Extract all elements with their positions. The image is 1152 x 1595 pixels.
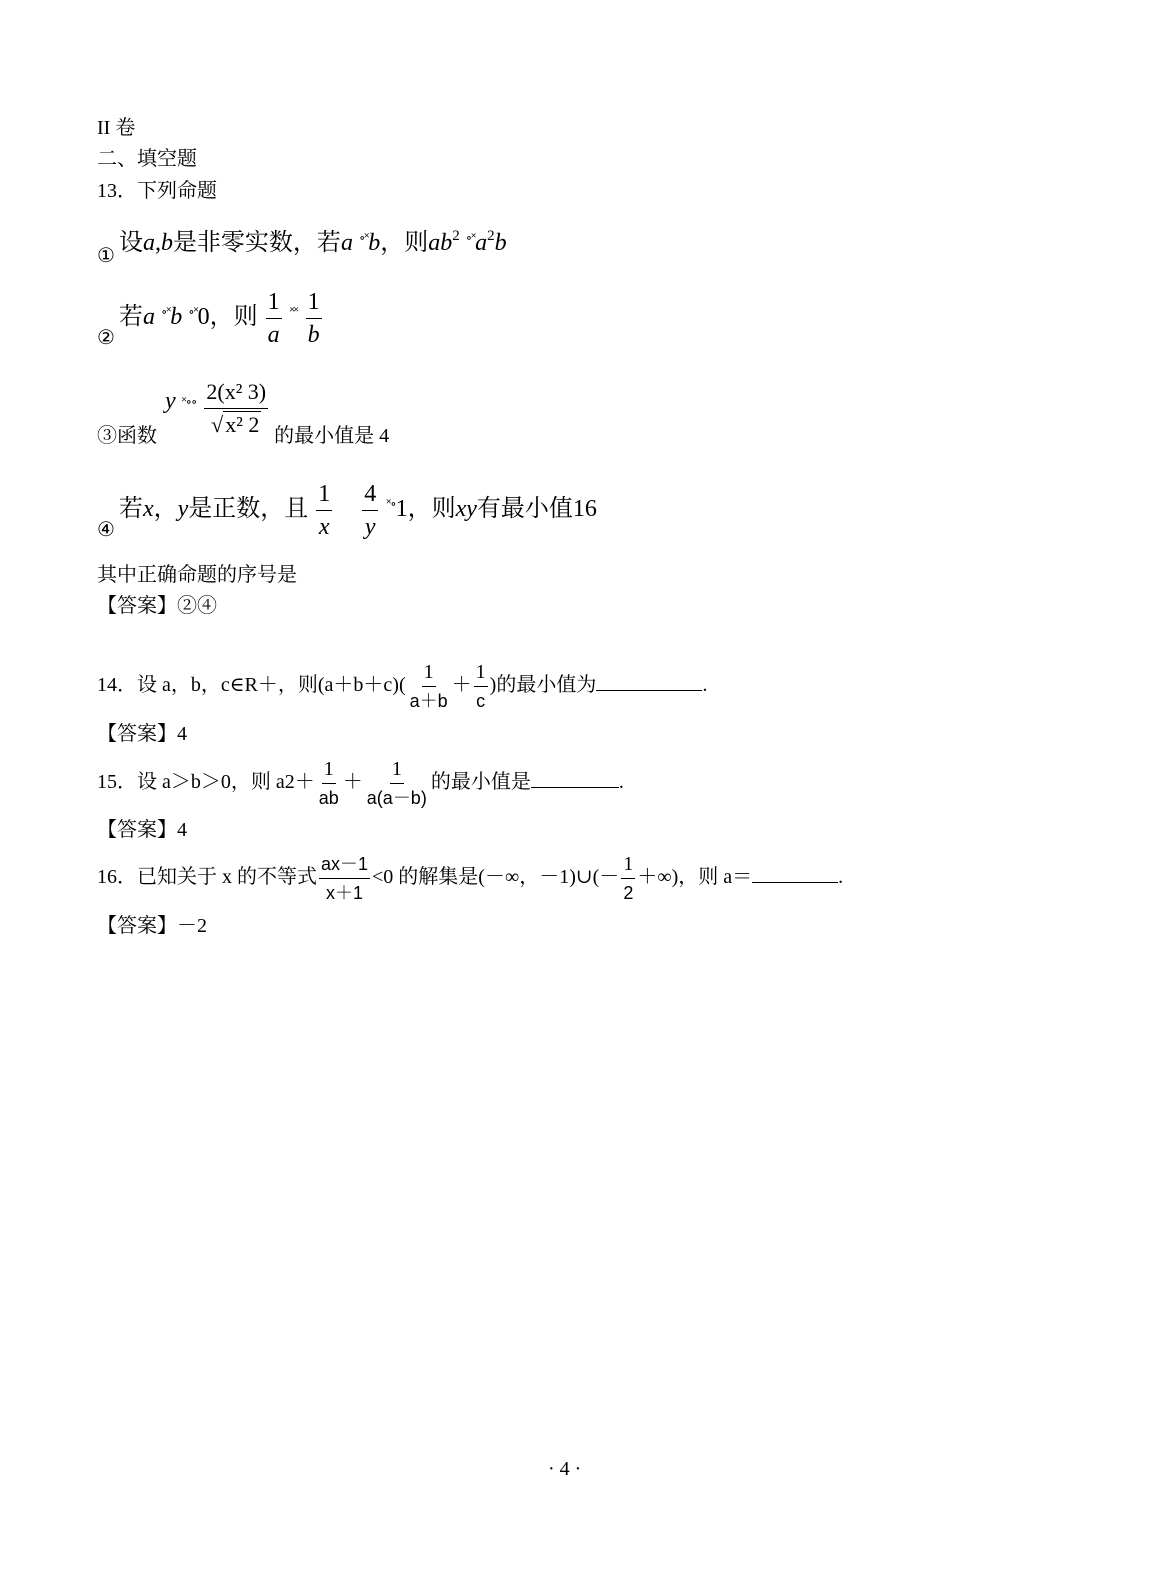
q16-line: 16．已知关于 x 的不等式 $\frac{ax-1}{x+1}$ <0 的解集是(－∞，－1)∪(－ $\frac{1}{2}$ ＋∞)，则 a＝ .: [97, 853, 844, 903]
item-marker: ③函数: [97, 425, 157, 448]
q13-item-1: [97, 222, 507, 267]
item-marker: ②: [97, 327, 115, 350]
fraction: $\frac{\text{2(x² 3)}}{\text{√x² 2}}$: [206, 379, 267, 437]
section-heading: 二、填空题: [97, 148, 197, 170]
q13-item-2: [97, 288, 324, 349]
fraction: $\frac{1}{ab}$: [318, 758, 339, 808]
fraction: $\frac{1}{x}$: [318, 481, 331, 540]
garbled-symbol: ∘˟: [465, 230, 476, 245]
page-number: · 4 ·: [548, 1458, 582, 1480]
fraction: $\frac{ax-1}{x+1}$: [321, 854, 369, 903]
garbled-symbol: ˟∘∘: [181, 394, 197, 410]
item-marker: ①: [97, 245, 115, 267]
q13-answer: 【答案】②④: [97, 595, 217, 617]
item-text: 若x，y是正数，且 $\frac{1}{x}$ $\frac{4}{y}$ ˟∘1，则xy有最小值16: [118, 481, 597, 540]
answer-blank: [531, 787, 619, 788]
q13-stem: 13．下列命题: [97, 180, 217, 202]
garbled-symbol: ∘˟: [160, 304, 171, 320]
item-text: 若a ∘˟b ∘˟0，则 $\frac{1}{a}$ ˟˟ $\frac{1}{b}$: [118, 289, 320, 348]
fraction: $\frac{1}{2}$: [623, 853, 634, 903]
garbled-symbol: ˟˟: [289, 304, 298, 320]
q14-line: 14．设 a，b，c∈R＋，则(a＋b＋c)( $\frac{1}{a+b}$ ＋ $\frac{1}{c}$ )的最小值为 .: [97, 661, 708, 711]
garbled-symbol: ∘˟: [358, 230, 369, 245]
q15-answer: 【答案】4: [97, 819, 187, 841]
answer-blank: [752, 882, 838, 883]
fraction: $\frac{1}{b}$: [307, 289, 320, 348]
garbled-symbol: ∘˟: [188, 304, 198, 320]
fraction: $\frac{1}{a}$: [267, 289, 280, 348]
sqrt-icon: √: [211, 412, 224, 437]
fraction: $\frac{1}{c}$: [475, 661, 486, 711]
volume-label: II 卷: [97, 117, 136, 139]
q14-answer: 【答案】4: [97, 723, 187, 745]
q13-item-4: [97, 480, 597, 541]
fraction: $\frac{1}{a(a-b)}$: [366, 758, 427, 808]
q16-answer: 【答案】－2: [97, 915, 207, 937]
item-tail: 的最小值是 4: [274, 425, 390, 448]
fraction: $\frac{1}{a+b}$: [409, 661, 448, 711]
garbled-symbol: ˟∘: [386, 496, 396, 512]
q15-line: 15．设 a＞b＞0，则 a2＋ $\frac{1}{ab}$ ＋ $\frac{1}{a(a-b)}$ 的最小值是 .: [97, 758, 624, 808]
item-text: 设a,b是非零实数，若a ∘˟b，则$ab^2$ $^{\circ˟}a^2b$: [118, 228, 507, 256]
fraction: $\frac{4}{y}$: [364, 481, 377, 540]
answer-blank: [596, 690, 702, 691]
item-marker: ④: [97, 519, 115, 542]
q13-ask: 其中正确命题的序号是: [97, 564, 297, 586]
function-expression: y ˟∘∘ $\frac{\text{2(x² 3)}}{\text{√x² 2}}$: [165, 379, 267, 437]
q13-item-3: [97, 378, 390, 448]
